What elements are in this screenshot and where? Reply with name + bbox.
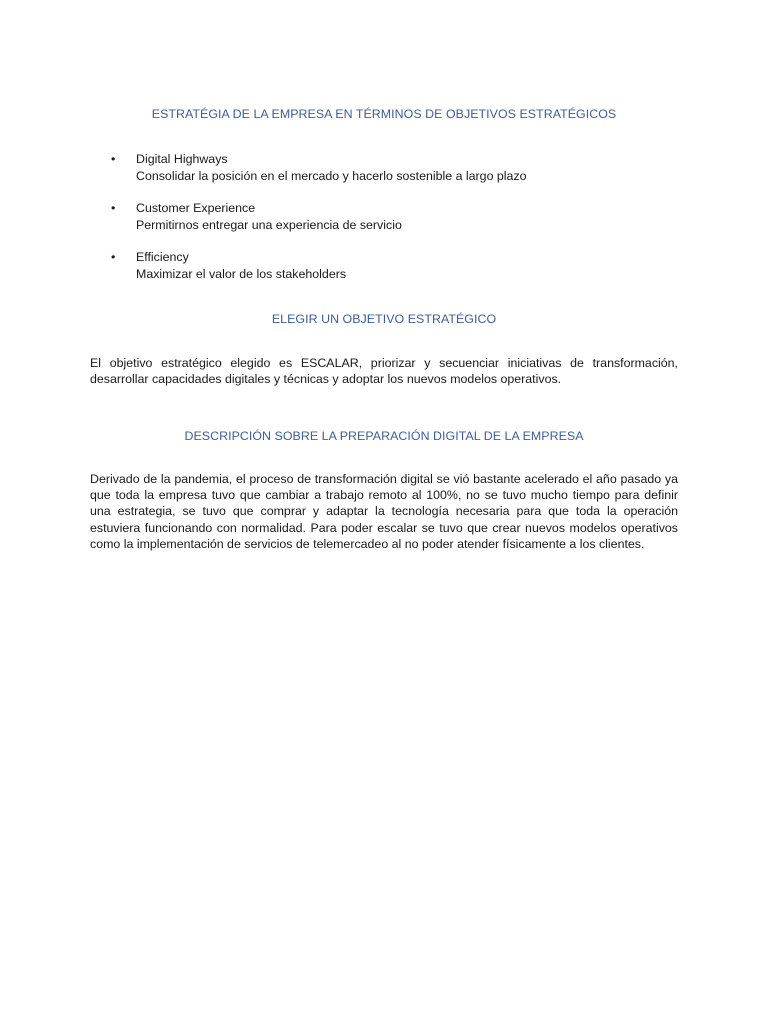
objective-description: Maximizar el valor de los stakeholders (136, 266, 347, 281)
objective-description: Permitirnos entregar una experiencia de servicio (136, 217, 402, 232)
bullet-icon: • (111, 152, 116, 166)
objective-title: Customer Experience (136, 201, 256, 215)
heading-digital-readiness: DESCRIPCIÓN SOBRE LA PREPARACIÓN DIGITAL DE LA EMPRESA (184, 429, 584, 443)
heading-strategy: ESTRATÉGIA DE LA EMPRESA EN TÉRMINOS DE OBJETIVOS ESTRATÉGICOS (151, 107, 617, 121)
bullet-icon: • (111, 201, 116, 215)
objectives-list (90, 151, 678, 298)
paragraph-digital-readiness: Derivado de la pandemia, el proceso de transformación digital se vió bastante acelerado el año pasado ya que toda la empresa tuvo que cambiar a trabajo remoto al 100%, no se tuvo mucho tiempo para definir una estrategia, se tuvo que comprar y adaptar la tecnología necesaria para que toda la operación estuviera funcionando con normalidad. Para poder escalar se tuvo que crear nuevos modelos operativos como la implementación de servicios de telemercadeo al no poder atender físicamente a los clientes. (90, 472, 678, 551)
objective-title: Digital Highways (136, 152, 228, 166)
objective-title: Efficiency (136, 250, 189, 264)
heading-choose-objective: ELEGIR UN OBJETIVO ESTRATÉGICO (271, 312, 497, 326)
list-item (90, 151, 678, 184)
paragraph-chosen-objective: El objetivo estratégico elegido es ESCALAR, priorizar y secuenciar iniciativas de transformación, desarrollar capacidades digitales y técnicas y adoptar los nuevos modelos operativos. (90, 356, 678, 387)
list-item (90, 249, 678, 282)
objective-description: Consolidar la posición en el mercado y hacerlo sostenible a largo plazo (136, 168, 527, 183)
list-item (90, 200, 678, 233)
bullet-icon: • (111, 250, 116, 264)
